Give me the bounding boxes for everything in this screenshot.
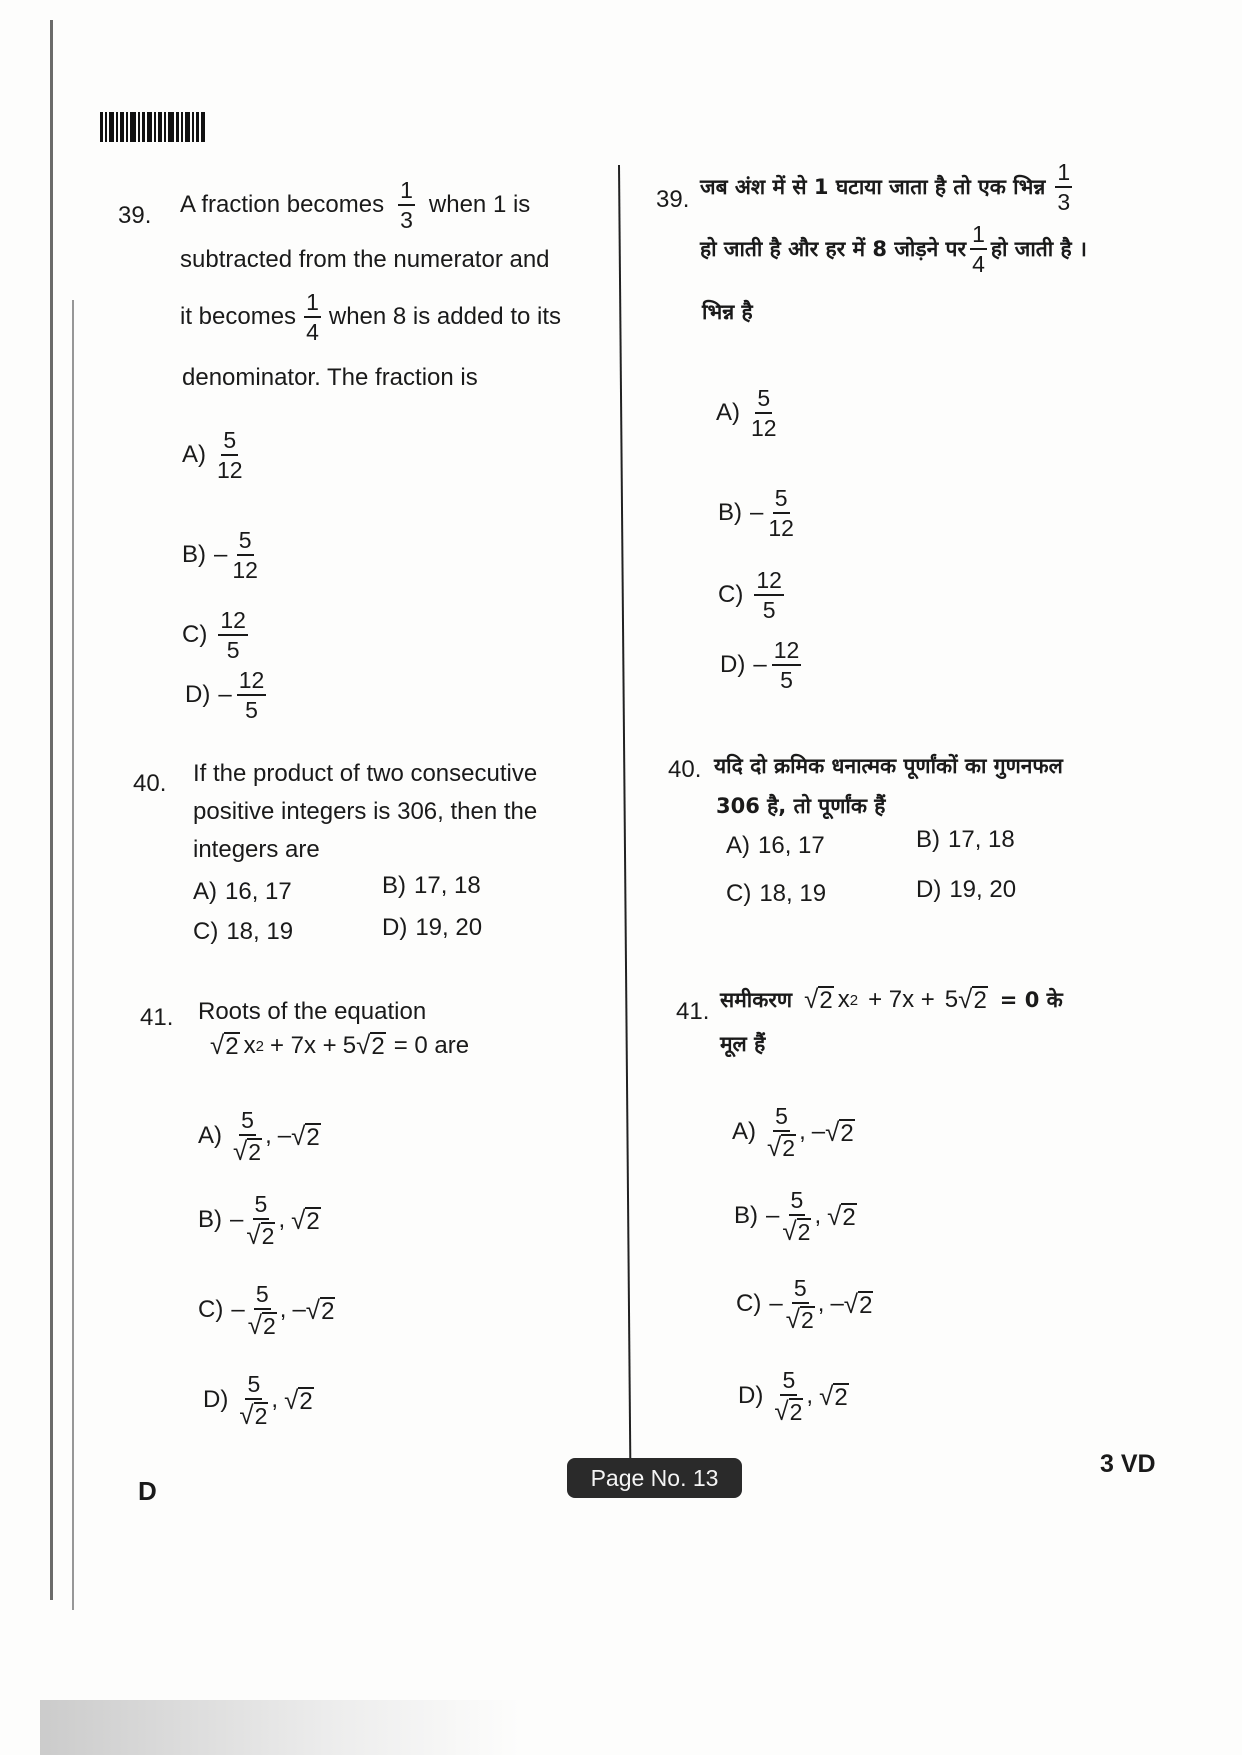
hindi-q40-line1: यदि दो क्रमिक धनात्मक पूर्णांकों का गुणनफल: [714, 754, 1063, 778]
q39-line4: denominator. The fraction is: [182, 364, 478, 391]
hindi-q40-line2: 306 है, तो पूर्णांक हैं: [716, 794, 886, 818]
q41-option-a: A) 5 √ 2 , – √ 2: [198, 1107, 320, 1167]
hindi-q39-line2: हो जाती है और हर में 8 जोड़ने पर $\frac{1}{4}$ हो जाती है ।: [700, 221, 1087, 278]
scan-shadow: [40, 1700, 520, 1755]
hindi-q41-option-a: A) 5 √ 2 , – √ 2: [732, 1103, 854, 1163]
hindi-q40-option-d: D) 19, 20: [916, 876, 1017, 903]
hindi-q39-option-b: B) – $\frac{5}{12}$: [718, 485, 794, 542]
q41-equation: √ 2 x 2 + 7x + 5 √ 2 = 0 are: [210, 1030, 470, 1061]
q40-option-a: A) 16, 17: [193, 878, 292, 905]
q41-line1: Roots of the equation: [198, 998, 427, 1025]
hindi-q41-option-b: B) – 5 √ 2 , √ 2: [734, 1187, 856, 1247]
page-edge: [50, 20, 53, 1600]
page-edge-inner: [72, 300, 74, 1610]
hindi-q40-option-c: C) 18, 19: [726, 880, 827, 907]
column-divider: [618, 165, 631, 1480]
hindi-q41-option-d: D) 5 √ 2 , √ 2: [738, 1367, 848, 1427]
q40-line1: If the product of two consecutive: [193, 760, 538, 787]
barcode-icon: [100, 112, 220, 142]
hindi-q41-option-c: C) – 5 √ 2 , – √ 2: [736, 1275, 873, 1335]
hindi-q40-option-b: B) 17, 18: [916, 826, 1015, 853]
q39-fraction-third: $\frac{1}{3}$: [400, 177, 413, 234]
q40-option-b: B) 17, 18: [382, 872, 481, 899]
q39-line2: subtracted from the numerator and: [180, 246, 550, 273]
q41-option-d: D) 5 √ 2 , √ 2: [203, 1371, 313, 1431]
hindi-q41-line2: मूल हैं: [720, 1032, 766, 1056]
q41-option-c: C) – 5 √ 2 , – √ 2: [198, 1281, 335, 1341]
hindi-q39-line1: जब अंश में से 1 घटाया जाता है तो एक भिन्न $\frac{1}{3}$: [700, 159, 1071, 216]
q39-option-b: B) – $\frac{5}{12}$: [182, 527, 258, 584]
q39-option-d: D) – $\frac{12}{5}$: [185, 667, 265, 724]
q40-option-c: C) 18, 19: [193, 918, 294, 945]
q39-fraction-quarter: $\frac{1}{4}$: [306, 289, 319, 346]
hindi-q39-option-d: D) – $\frac{12}{5}$: [720, 637, 800, 694]
q39-option-a: A) $\frac{5}{12}$: [182, 427, 243, 484]
q39-text: A fraction becomes: [180, 191, 385, 219]
hindi-q39-number: 39.: [656, 186, 690, 213]
set-code: D: [138, 1476, 157, 1506]
paper-code: 3 VD: [1100, 1450, 1156, 1478]
q39-line3: it becomes $\frac{1}{4}$ when 8 is added to its: [180, 289, 562, 346]
q39-line1: [180, 178, 530, 232]
q40-option-d: D) 19, 20: [382, 914, 483, 941]
page-number-badge: Page No. 13: [567, 1458, 742, 1498]
q40-line3: integers are: [193, 836, 320, 863]
q39-option-c: C) $\frac{12}{5}$: [182, 607, 246, 664]
q41-option-b: B) – 5 √ 2 , √ 2: [198, 1191, 320, 1251]
hindi-q39-option-a: A) $\frac{5}{12}$: [716, 385, 777, 442]
q40-line2: positive integers is 306, then the: [193, 798, 538, 825]
q40-number: 40.: [133, 770, 167, 797]
q39-text: when 1 is: [428, 191, 531, 219]
hindi-q41-number: 41.: [676, 998, 710, 1025]
hindi-q41-equation: समीकरण √ 2 x 2 + 7x + 5 √ 2 = 0 के: [720, 984, 1063, 1015]
q39-number: 39.: [118, 202, 152, 229]
hindi-q40-option-a: A) 16, 17: [726, 832, 825, 859]
hindi-q39-option-c: C) $\frac{12}{5}$: [718, 567, 782, 624]
hindi-q39-line3: भिन्न है: [702, 300, 753, 324]
q41-number: 41.: [140, 1004, 174, 1031]
hindi-q40-number: 40.: [668, 756, 702, 783]
